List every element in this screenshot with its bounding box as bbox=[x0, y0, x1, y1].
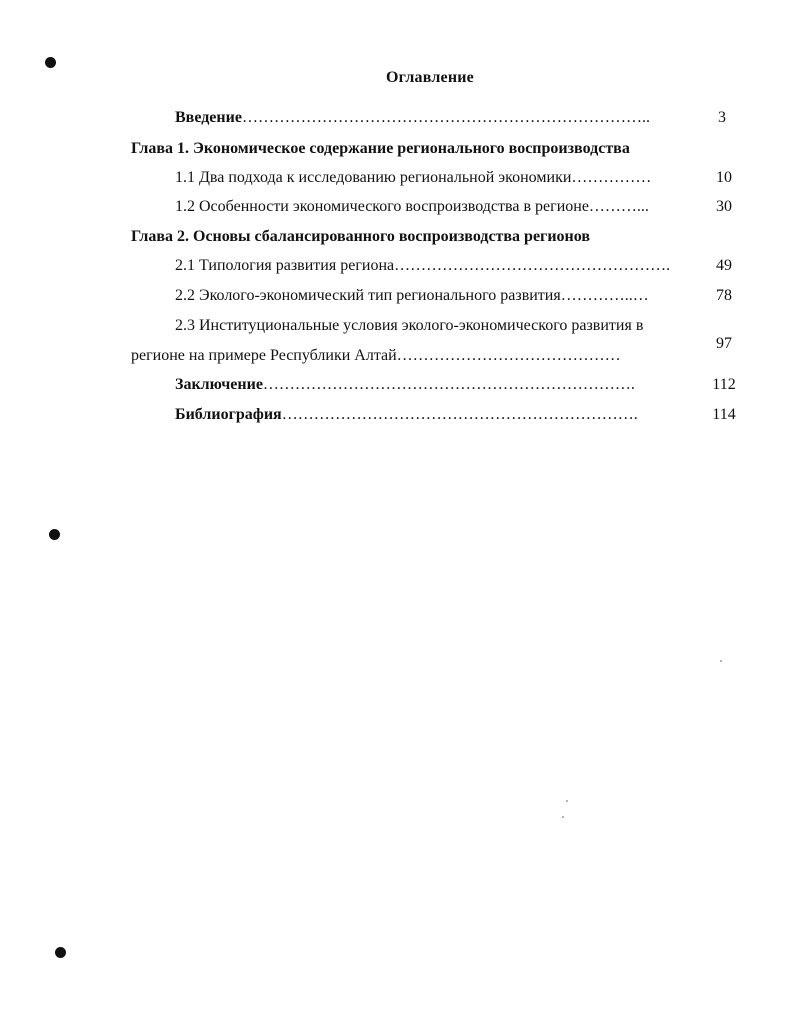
scan-speck bbox=[566, 800, 568, 802]
toc-entry-2-3-line-1: 2.3 Институциональные условия эколого-экономического развития в bbox=[175, 317, 644, 334]
toc-page-number: 112 bbox=[712, 376, 736, 393]
toc-entry-label: Заключение bbox=[175, 376, 263, 393]
toc-entry-label: 1.1 Два подхода к исследованию региональной экономики bbox=[175, 169, 572, 186]
binder-hole-top bbox=[45, 57, 56, 68]
toc-page-number: 97 bbox=[716, 335, 732, 352]
toc-page-number: 114 bbox=[712, 406, 736, 423]
toc-chapter-1: Глава 1. Экономическое содержание регионального воспроизводства bbox=[131, 140, 630, 157]
toc-entry-label: 1.2 Особенности экономического воспроизводства в регионе bbox=[175, 198, 589, 215]
scan-speck bbox=[720, 660, 722, 662]
toc-entry-2-2 bbox=[175, 286, 649, 306]
page-title: Оглавление bbox=[386, 69, 474, 86]
toc-leader-dots: …………………………………………………………. bbox=[281, 406, 638, 423]
toc-page-number: 3 bbox=[718, 109, 726, 126]
binder-hole-bottom bbox=[55, 947, 66, 958]
scan-speck bbox=[562, 816, 564, 818]
toc-leader-dots: …………..… bbox=[560, 287, 649, 304]
toc-entry-intro bbox=[175, 108, 650, 128]
toc-leader-dots: …………………………………… bbox=[396, 347, 621, 364]
toc-entry-label: Введение bbox=[175, 109, 242, 126]
toc-leader-dots: ……………………………………………. bbox=[394, 257, 671, 274]
toc-entry-label: 2.1 Типология развития региона bbox=[175, 257, 395, 274]
toc-page-number: 30 bbox=[716, 198, 732, 215]
toc-entry-conclusion bbox=[175, 375, 635, 395]
toc-page-number: 49 bbox=[716, 257, 732, 274]
toc-leader-dots: …………… bbox=[571, 169, 652, 186]
toc-entry-2-3-line-2 bbox=[131, 346, 621, 366]
toc-entry-1-1 bbox=[175, 168, 651, 188]
binder-hole-middle bbox=[49, 529, 60, 540]
toc-leader-dots: ………... bbox=[588, 198, 649, 215]
toc-entry-bibliography bbox=[175, 405, 638, 425]
toc-page-number: 10 bbox=[716, 169, 732, 186]
toc-leader-dots: ………………………………………………………………….. bbox=[241, 109, 650, 126]
toc-chapter-2: Глава 2. Основы сбалансированного воспроизводства регионов bbox=[131, 228, 590, 245]
toc-entry-label: 2.2 Эколого-экономический тип регионального развития bbox=[175, 287, 561, 304]
toc-entry-2-1 bbox=[175, 256, 670, 276]
toc-page-number: 78 bbox=[716, 287, 732, 304]
toc-entry-label: Библиография bbox=[175, 406, 282, 423]
toc-entry-label: регионе на примере Республики Алтай bbox=[131, 347, 397, 364]
toc-leader-dots: ……………………………………………………………. bbox=[262, 376, 635, 393]
toc-entry-1-2 bbox=[175, 197, 649, 217]
